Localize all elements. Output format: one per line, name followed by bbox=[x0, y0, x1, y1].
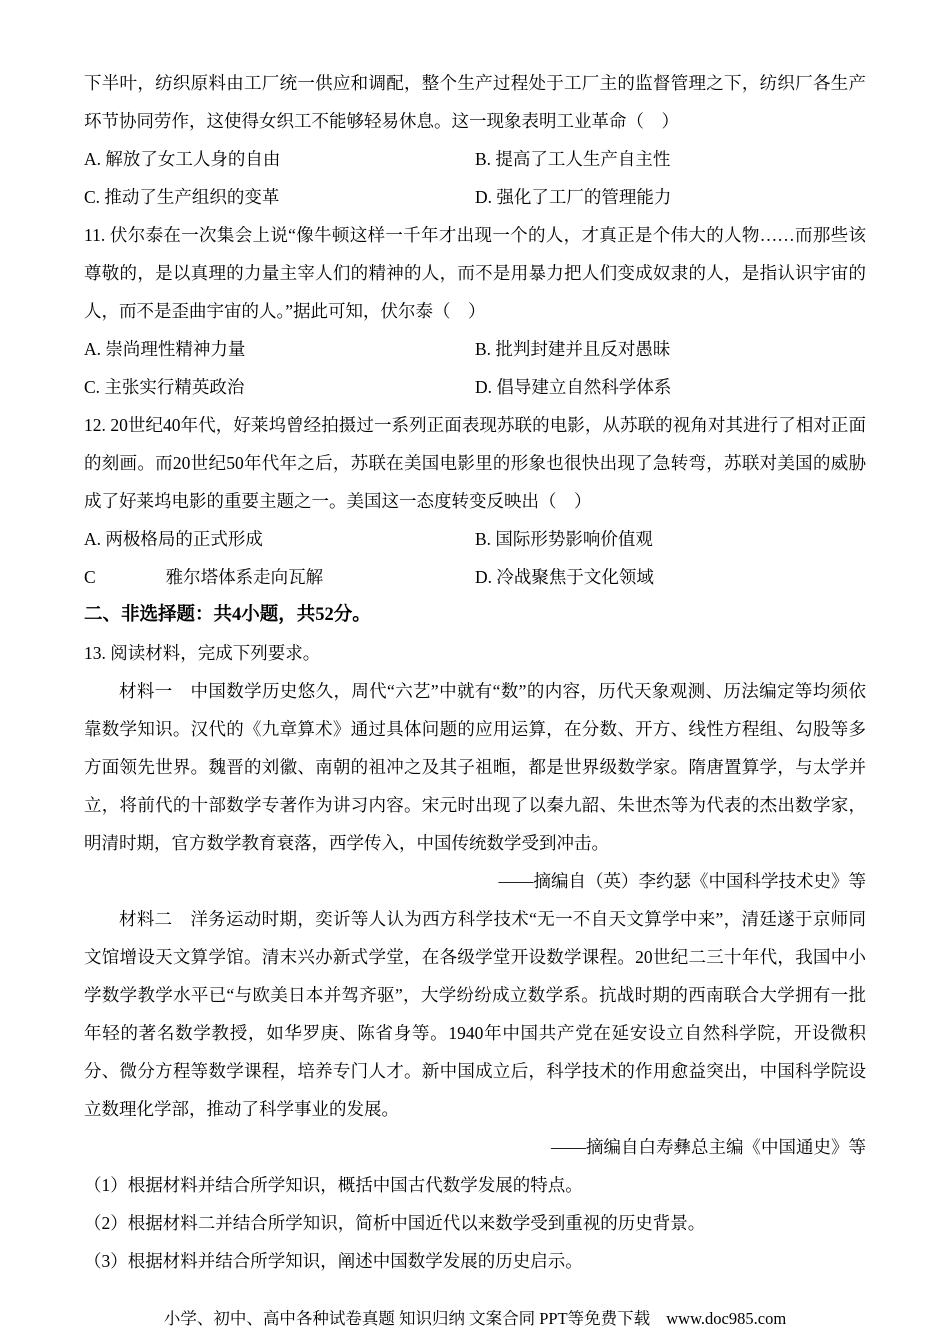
question-12-option-c: C 雅尔塔体系走向瓦解 bbox=[84, 567, 324, 587]
footer-site-link[interactable]: www.doc985.com bbox=[666, 1309, 787, 1328]
question-12-options-cd bbox=[84, 558, 866, 596]
question-10-option-d: D. 强化了工厂的管理能力 bbox=[475, 187, 672, 207]
section-2-heading: 二、非选择题：共4小题，共52分。 bbox=[84, 605, 371, 625]
question-13-subquestion-1: （1）根据材料并结合所学知识，概括中国古代数学发展的特点。 bbox=[84, 1175, 583, 1195]
question-12-option-a: A. 两极格局的正式形成 bbox=[84, 529, 263, 549]
question-12-stem: 12. 20世纪40年代，好莱坞曾经拍摄过一系列正面表现苏联的电影，从苏联的视角对其进行了相对正面的刻画。而20世纪50年代年之后，苏联在美国电影里的形象也很快出现了急转弯，苏联对美国的威胁成了好莱坞电影的重要主题之一。美国这一态度转变反映出（ ） bbox=[84, 415, 866, 511]
question-13-material-1: 材料一 中国数学历史悠久，周代“六艺”中就有“数”的内容，历代天象观测、历法编定等均须依靠数学知识。汉代的《九章算术》通过具体问题的应用运算，在分数、开方、线性方程组、勾股等多方面领先世界。魏晋的刘徽、南朝的祖冲之及其子祖暅，都是世界级数学家。隋唐置算学，与太学并立，将前代的十部数学专著作为讲习内容。宋元时出现了以秦九韶、朱世杰等为代表的杰出数学家，明清时期，官方数学教育衰落，西学传入，中国传统数学受到冲击。 bbox=[84, 681, 866, 853]
question-10-options-ab bbox=[84, 140, 866, 178]
page-footer bbox=[0, 1308, 950, 1330]
question-13-material-1-source: ——摘编自（英）李约瑟《中国科学技术史》等 bbox=[498, 871, 866, 891]
question-11-option-b: B. 批判封建并且反对愚昧 bbox=[475, 339, 671, 359]
question-10-stem: 下半叶，纺织原料由工厂统一供应和调配，整个生产过程处于工厂主的监督管理之下，纺织厂各生产环节协同劳作，这使得女织工不能够轻易休息。这一现象表明工业革命（ ） bbox=[84, 73, 866, 131]
question-13-material-2-source: ——摘编自白寿彝总主编《中国通史》等 bbox=[551, 1137, 866, 1157]
question-12-option-d: D. 冷战聚焦于文化领域 bbox=[475, 567, 654, 587]
question-13-subquestion-2: （2）根据材料二并结合所学知识，简析中国近代以来数学受到重视的历史背景。 bbox=[84, 1213, 706, 1233]
question-11-stem: 11. 伏尔泰在一次集会上说“像牛顿这样一千年才出现一个的人，才真正是个伟大的人物……而那些该尊敬的，是以真理的力量主宰人们的精神的人，而不是用暴力把人们变成奴隶的人，是指认识宇宙的人，而不是歪曲宇宙的人。”据此可知，伏尔泰（ ） bbox=[84, 225, 866, 321]
question-10-option-c: C. 推动了生产组织的变革 bbox=[84, 187, 280, 207]
question-11-options-cd bbox=[84, 368, 866, 406]
footer-promo-text: 小学、初中、高中各种试卷真题 知识归纳 文案合同 PPT等免费下载 bbox=[163, 1309, 651, 1328]
question-11-options-ab bbox=[84, 330, 866, 368]
question-10-options-cd bbox=[84, 178, 866, 216]
question-12-option-b: B. 国际形势影响价值观 bbox=[475, 529, 653, 549]
question-11-option-d: D. 倡导建立自然科学体系 bbox=[475, 377, 672, 397]
question-13-intro: 13. 阅读材料，完成下列要求。 bbox=[84, 643, 321, 663]
question-11-option-a: A. 崇尚理性精神力量 bbox=[84, 339, 246, 359]
question-11-option-c: C. 主张实行精英政治 bbox=[84, 377, 245, 397]
question-13-material-2: 材料二 洋务运动时期，奕䜣等人认为西方科学技术“无一不自天文算学中来”，清廷遂于京师同文馆增设天文算学馆。清末兴办新式学堂，在各级学堂开设数学课程。20世纪二三十年代，我国中小学数学教学水平已“与欧美日本并驾齐驱”，大学纷纷成立数学系。抗战时期的西南联合大学拥有一批年轻的著名数学教授，如华罗庚、陈省身等。1940年中国共产党在延安设立自然科学院，开设微积分、微分方程等数学课程，培养专门人才。新中国成立后，科学技术的作用愈益突出，中国科学院设立数理化学部，推动了科学事业的发展。 bbox=[84, 909, 866, 1119]
question-10-option-b: B. 提高了工人生产自主性 bbox=[475, 149, 671, 169]
question-12-options-ab bbox=[84, 520, 866, 558]
question-10-option-a: A. 解放了女工人身的自由 bbox=[84, 149, 281, 169]
question-13-subquestion-3: （3）根据材料并结合所学知识，阐述中国数学发展的历史启示。 bbox=[84, 1251, 583, 1271]
